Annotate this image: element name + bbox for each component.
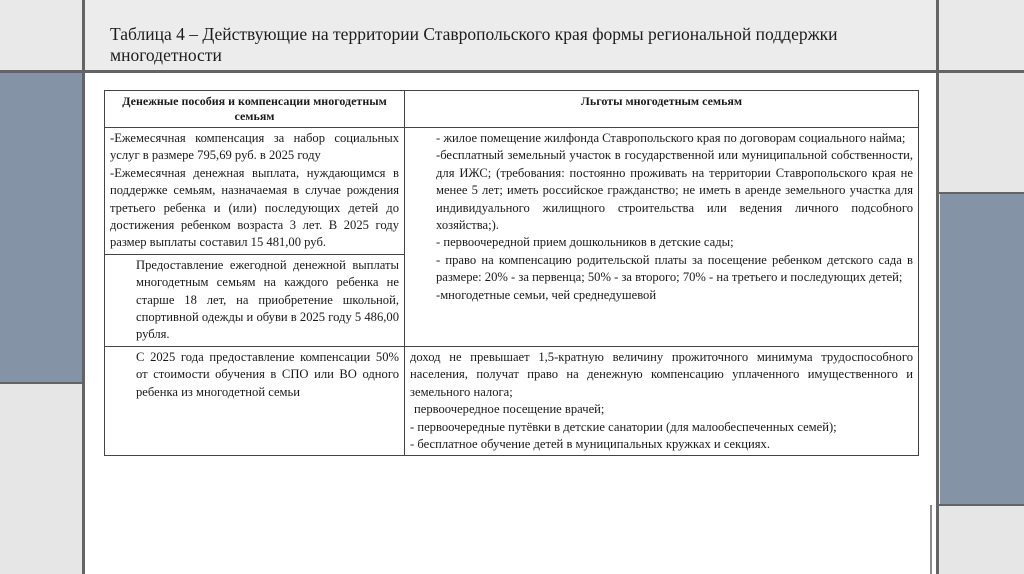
- money-item: Предоставление ежегодной денежной выплаты многодетным семьям на каждого ребенка не старше 18 лет, на приобретение школьной, спортивной одежды и обуви в 2025 году 5 486,00 рубля.: [136, 257, 399, 342]
- cell-benefits-1: [405, 128, 919, 347]
- divider-right: [936, 0, 939, 574]
- bg-left-top: [0, 0, 84, 70]
- slide-title: Таблица 4 – Действующие на территории Ставропольского края формы региональной поддержки многодетности: [110, 24, 838, 65]
- divider-top: [0, 70, 1024, 73]
- table-row: [105, 346, 919, 455]
- benefit-item: доход не превышает 1,5-кратную величину прожиточного минимума трудоспособного населения, получат право на денежную компенсацию уплаченного имущественного и земельного налога;: [410, 349, 913, 399]
- benefit-item: первоочередное посещение врачей;: [414, 402, 605, 417]
- header-benefits: Льготы многодетным семьям: [405, 91, 919, 128]
- cell-money-2: [105, 254, 405, 346]
- bg-right-panel-blue: [940, 194, 1024, 504]
- header-money: Денежные пособия и компенсации многодетным семьям: [105, 91, 405, 128]
- benefit-item: -многодетные семьи, чей среднедушевой: [436, 287, 657, 302]
- benefit-item: - право на компенсацию родительской платы за посещение ребенком детского сада в размере: 20% - за первенца; 50% - за второго; 70% - на третьего и последующих детей;: [436, 252, 913, 285]
- money-item: -Ежемесячная компенсация за набор социальных услуг в размере 795,69 руб. в 2025 году: [110, 131, 399, 163]
- benefit-item: - бесплатное обучение детей в муниципальных кружках и секциях.: [410, 436, 770, 451]
- bg-right-panel: [940, 72, 1024, 192]
- benefit-item: - жилое помещение жилфонда Ставропольского края по договорам социального найма;: [436, 131, 906, 145]
- bg-right-top: [940, 0, 1024, 70]
- divider-right-short: [930, 505, 932, 574]
- cell-money-3: [105, 346, 405, 455]
- divider-right-mid: [938, 192, 1024, 194]
- cell-benefits-2: [405, 346, 919, 455]
- divider-left-mid: [0, 382, 84, 384]
- cell-money-1: [105, 128, 405, 255]
- bg-left-low: [0, 384, 84, 574]
- table-row: [105, 128, 919, 255]
- bg-left-panel: [0, 72, 84, 382]
- bg-right-low: [940, 506, 1024, 574]
- money-item: -Ежемесячная денежная выплата, нуждающимся в поддержке семьям, назначаемая в случае рождения третьего ребенка и (или) последующих детей до достижения ребенком возраста 3 лет. В 2025 году размер выплаты составил 15 481,00 руб.: [110, 165, 399, 250]
- benefit-item: - первоочередные путёвки в детские санатории (для малообеспеченных семей);: [410, 419, 837, 434]
- divider-right-low: [938, 504, 1024, 506]
- money-item: С 2025 года предоставление компенсации 50% от стоимости обучения в СПО или ВО одного ребенка из многодетной семьи: [136, 349, 399, 399]
- support-table: [104, 90, 919, 456]
- benefit-item: -бесплатный земельный участок в государственной или муниципальной собственности, для ИЖС; (требования: постоянно проживать на территории Ставропольского края не менее 5 лет; иметь российское гражданство; не иметь в аренде земельного участка для индивидуального жилищного строительства или ведения личного подсобного хозяйства;).: [436, 148, 913, 233]
- table-header-row: [105, 91, 919, 128]
- benefit-item: - первоочередной прием дошкольников в детские сады;: [436, 235, 734, 250]
- divider-left: [82, 0, 85, 574]
